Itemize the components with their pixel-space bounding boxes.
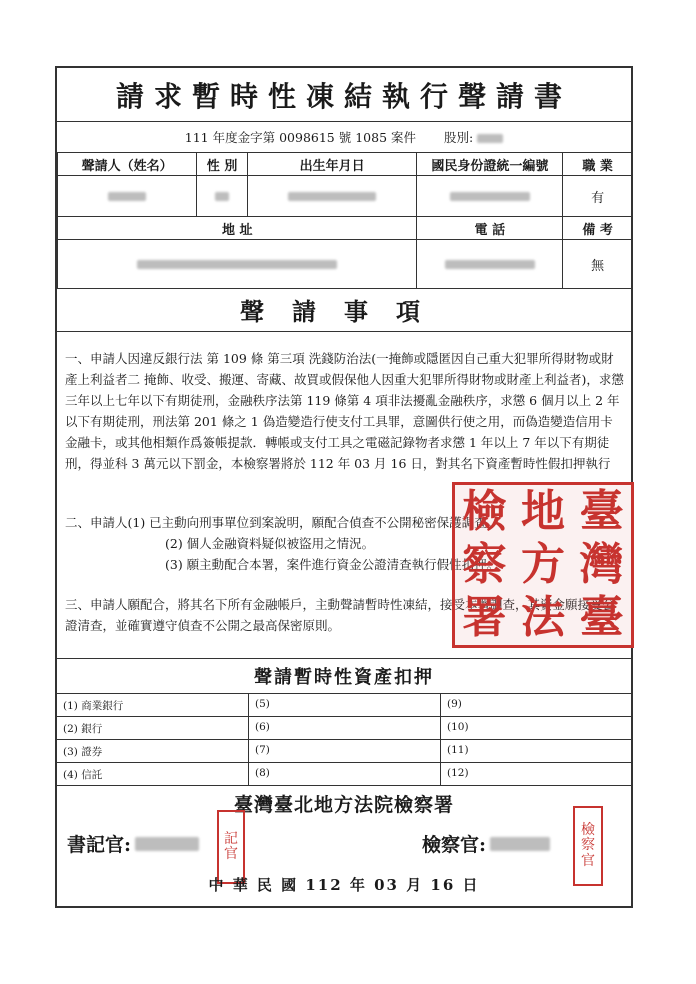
asset-cell: (2) 銀行 <box>57 717 249 740</box>
asset-cell: (11) <box>441 740 633 763</box>
office-name: 臺灣臺北地方法院檢察署 <box>233 794 454 816</box>
value-address <box>58 240 417 289</box>
document-title: 請求暫時性凍結執行聲請書 <box>57 68 631 122</box>
unit-label: 股別: <box>444 130 474 145</box>
header-gender: 性 別 <box>197 153 247 176</box>
asset-section-title: 聲請暫時性資產扣押 <box>57 658 631 694</box>
redacted-name <box>108 192 146 201</box>
header-id: 國民身份證統一編號 <box>417 153 563 176</box>
header-remark: 備 考 <box>563 217 633 240</box>
asset-cell: (9) <box>441 694 633 717</box>
seal-char: 檢 <box>462 485 507 537</box>
asset-cell: (12) <box>441 763 633 786</box>
court-seal <box>452 482 634 648</box>
redacted-unit <box>477 134 503 143</box>
asset-cell: (4) 信託 <box>57 763 249 786</box>
seal-char: 署 <box>462 592 507 644</box>
item-three: 三、申請人願配合，將其名下所有金融帳戶，主動聲請暫時性凍結，接受本署調查，其資金願接受公證清查，並確實遵守偵查不公開之最高保密原則。 <box>65 597 616 633</box>
case-number-line <box>57 122 631 152</box>
asset-cell: (10) <box>441 717 633 740</box>
seal-char: 灣 <box>579 538 624 590</box>
case-number: 111 年度金字第 0098615 號 1085 案件 <box>184 130 416 145</box>
redacted-phone <box>445 260 535 269</box>
seal-char: 臺 <box>579 485 624 537</box>
redacted-address <box>137 260 337 269</box>
header-occupation: 職 業 <box>563 153 633 176</box>
value-birthdate <box>247 176 417 217</box>
asset-cell: (3) 證券 <box>57 740 249 763</box>
unit-field <box>444 128 503 146</box>
prosecutor-seal-char: 檢 <box>581 821 595 838</box>
redacted-id <box>450 192 530 201</box>
asset-cell: (8) <box>249 763 441 786</box>
document-frame <box>55 66 633 908</box>
header-birthdate: 出生年月日 <box>247 153 417 176</box>
seal-char: 地 <box>520 485 565 537</box>
applicant-info-table <box>57 152 633 289</box>
clerk-seal <box>217 810 245 884</box>
header-name: 聲請人（姓名） <box>58 153 197 176</box>
asset-cell: (6) <box>249 717 441 740</box>
redacted-clerk-name <box>135 837 199 851</box>
redacted-birthdate <box>288 192 376 201</box>
value-occupation: 有 <box>563 176 633 217</box>
prosecutor-signature <box>422 830 550 857</box>
asset-grid <box>57 694 633 786</box>
item-two-line-3: (3) 願主動配合本署，案件進行資金公證清查執行假性扣押。 <box>165 557 500 572</box>
seal-char: 臺 <box>579 592 624 644</box>
seal-char: 法 <box>520 592 565 644</box>
redacted-prosecutor-name <box>490 837 550 851</box>
section-title: 聲請事項 <box>57 288 631 332</box>
clerk-seal-char: 官 <box>224 846 238 862</box>
prosecutor-seal-char: 察 <box>581 837 595 854</box>
value-name <box>58 176 197 217</box>
asset-cell: (7) <box>249 740 441 763</box>
prosecutor-seal-char: 官 <box>581 852 595 869</box>
header-address: 地 址 <box>58 217 417 240</box>
seal-char: 方 <box>520 538 565 590</box>
header-phone: 電 話 <box>417 217 563 240</box>
value-gender <box>197 176 247 217</box>
value-remark: 無 <box>563 240 633 289</box>
asset-cell: (1) 商業銀行 <box>57 694 249 717</box>
clerk-seal-char: 記 <box>224 830 238 847</box>
value-id <box>417 176 563 217</box>
item-two-line-1: 二、申請人(1) 已主動向刑事單位到案說明，願配合偵查不公開秘密保護調查。 <box>65 515 500 530</box>
seal-char: 察 <box>462 538 507 590</box>
redacted-gender <box>215 192 229 201</box>
clerk-label: 書記官: <box>67 834 132 856</box>
item-two-line-2: (2) 個人金融資料疑似被盜用之情況。 <box>165 536 375 551</box>
asset-cell: (5) <box>249 694 441 717</box>
clerk-signature <box>67 830 199 857</box>
document-date: 中 華 民 國 112 年 03 月 16 日 <box>208 876 480 894</box>
prosecutor-label: 檢察官: <box>422 834 487 856</box>
item-one: 一、申請人因違反銀行法 第 109 條 第三項 洗錢防治法(一掩飾或隱匿因自己重大犯罪所得財物或財產上利益者二 掩飾、收受、搬運、寄藏、故買或假保他人因重大犯罪所得財物或財產上利益者)，求懲三年以上七年以下有期徒刑，金融秩序法第 119 條第 4 項非法擾亂金融秩序，求懲 6 個月以上 2 年以下有期徒刑，刑法第 201 條之 1 偽造變造行使支付工具罪，意圖供行使之用，而偽造變造信用卡金融卡，或其他相類作爲簽帳提款．轉帳或支付工具之電磁記錄物者求懲 1 年以上 7 年以下有期徒刑，得並科 3 萬元以下罰金，本檢察署將於 112 年 03 月 16 日，對其名下資產暫時性假扣押執行 <box>65 351 624 471</box>
value-phone <box>417 240 563 289</box>
